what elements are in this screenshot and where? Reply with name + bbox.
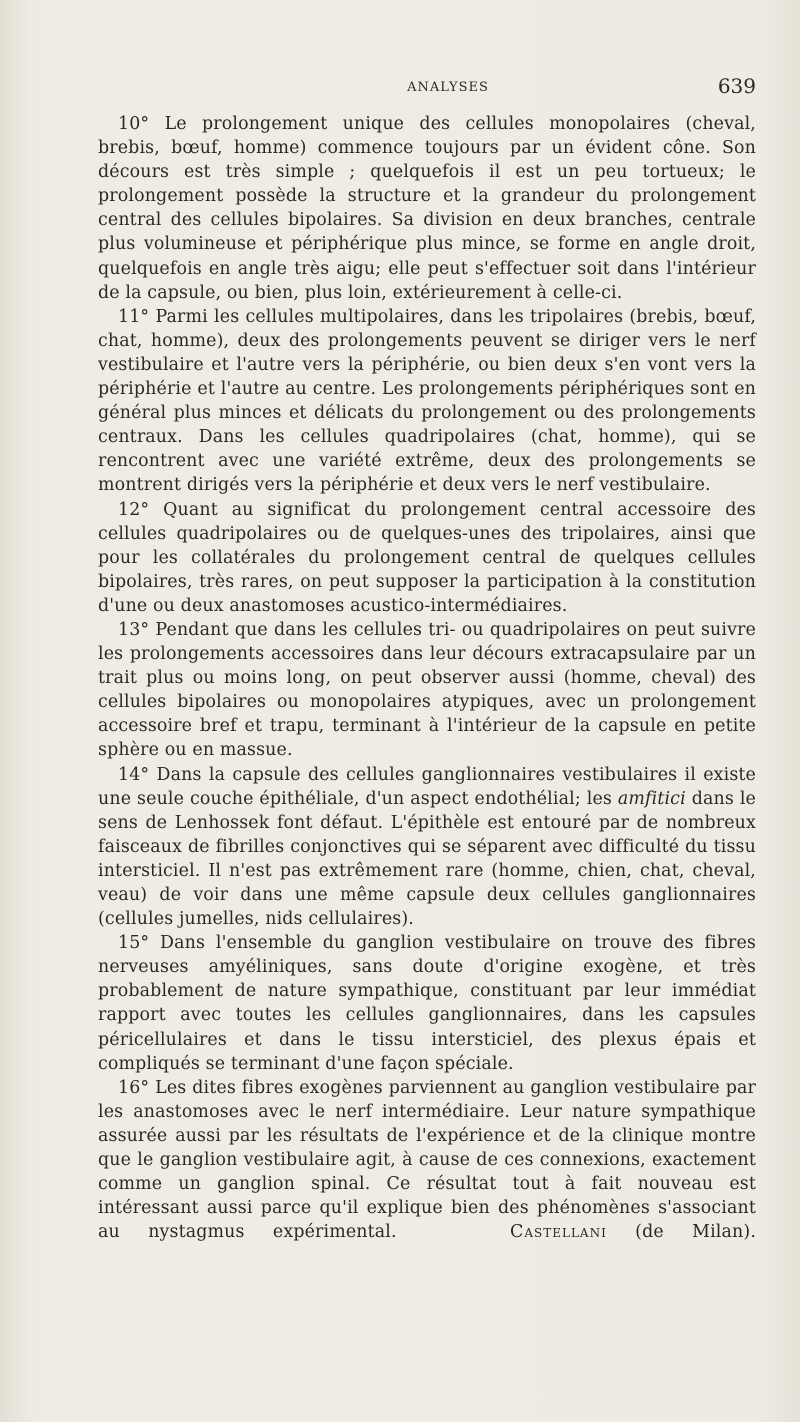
paragraph-16: [98, 1076, 756, 1245]
paragraph-11: 11° Parmi les cellules multipolaires, dans les tripolaires (brebis, bœuf, chat, homme), deux des prolongements peuvent se diriger vers le nerf vestibulaire et l'autre vers la périphérie, ou bien deux s'en vont vers la périphérie et l'autre au centre. Les prolongements périphériques sont en général plus minces et délicats du prolongement ou des prolongements centraux. Dans les cellules quadripolaires (chat, homme), qui se rencontrent avec une variété extrême, deux des prolongements se montrent dirigés vers la périphérie et deux vers le nerf vestibulaire.: [98, 306, 756, 496]
italic-term: amfitici: [617, 788, 686, 809]
author-location: (de Milan).: [606, 1222, 756, 1243]
page-header: [96, 74, 760, 102]
page-number: 639: [717, 74, 756, 98]
paragraph-12: 12° Quant au significat du prolongement central accessoire des cellules quadripolaires ou de quelques-unes des tripolaires, ainsi que pour les collatérales du prolongement central de quelques cellules bipolaires, très rares, on peut supposer la participation à la constitution d'une ou deux anastomoses acustico-intermédiaires.: [98, 499, 756, 616]
body-text: [98, 112, 756, 1244]
paragraph-14: [98, 763, 756, 932]
running-head: ANALYSES: [407, 80, 489, 95]
paragraph-14-part-2: dans le sens de Lenhossek font défaut. L'épithèle est entouré par de nombreux faisceaux de fibrilles conjonctives qui se séparent avec difficulté du tissu intersticiel. Il n'est pas extrêmement rare (homme, chien, chat, cheval, veau) de voir dans une même capsule deux cellules ganglionnaires (cellules jumelles, nids cellulaires).: [98, 788, 756, 930]
paragraph-10: 10° Le prolongement unique des cellules monopolaires (cheval, brebis, bœuf, homme) commence toujours par un évident cône. Son décours est très simple ; quelquefois il est un peu tortueux; le prolongement possède la structure et la grandeur du prolongement central des cellules bipolaires. Sa division en deux branches, centrale plus volumineuse et périphérique plus mince, se forme en angle droit, quelquefois en angle très aigu; elle peut s'effectuer soit dans l'intérieur de la capsule, ou bien, plus loin, extérieurement à celle-ci.: [98, 114, 756, 303]
paragraph-16-text: 16° Les dites fibres exogènes parviennent au ganglion vestibulaire par les anastomoses avec le nerf intermédiaire. Leur nature sympathique assurée aussi par les résultats de l'expérience et de la clinique montre que le ganglion vestibulaire agit, à cause de ces connexions, exactement comme un ganglion spinal. Ce résultat tout à fait nouveau est intéressant aussi parce qu'il explique bien des phénomènes s'associant au nystagmus expérimental.: [98, 1077, 756, 1243]
author-signature: Castellani: [510, 1222, 607, 1243]
paragraph-14-part-1: 14° Dans la capsule des cellules ganglionnaires vestibulaires il existe une seule couche épithéliale, d'un aspect endothélial; les: [98, 764, 756, 809]
paragraph-13: 13° Pendant que dans les cellules tri- ou quadripolaires on peut suivre les prolongements accessoires dans leur décours extracapsulaire par un trait plus ou moins long, on peut observer aussi (homme, cheval) des cellules bipolaires ou monopolaires atypiques, avec un prolongement accessoire bref et trapu, terminant à l'intérieur de la capsule en petite sphère ou en massue.: [98, 619, 756, 761]
paragraph-15: 15° Dans l'ensemble du ganglion vestibulaire on trouve des fibres nerveuses amyéliniques, sans doute d'origine exogène, et très probablement de nature sympathique, constituant par leur immédiat rapport avec toutes les cellules ganglionnaires, dans les capsules péricellulaires et dans le tissu intersticiel, des plexus épais et compliqués se terminant d'une façon spéciale.: [98, 933, 756, 1074]
